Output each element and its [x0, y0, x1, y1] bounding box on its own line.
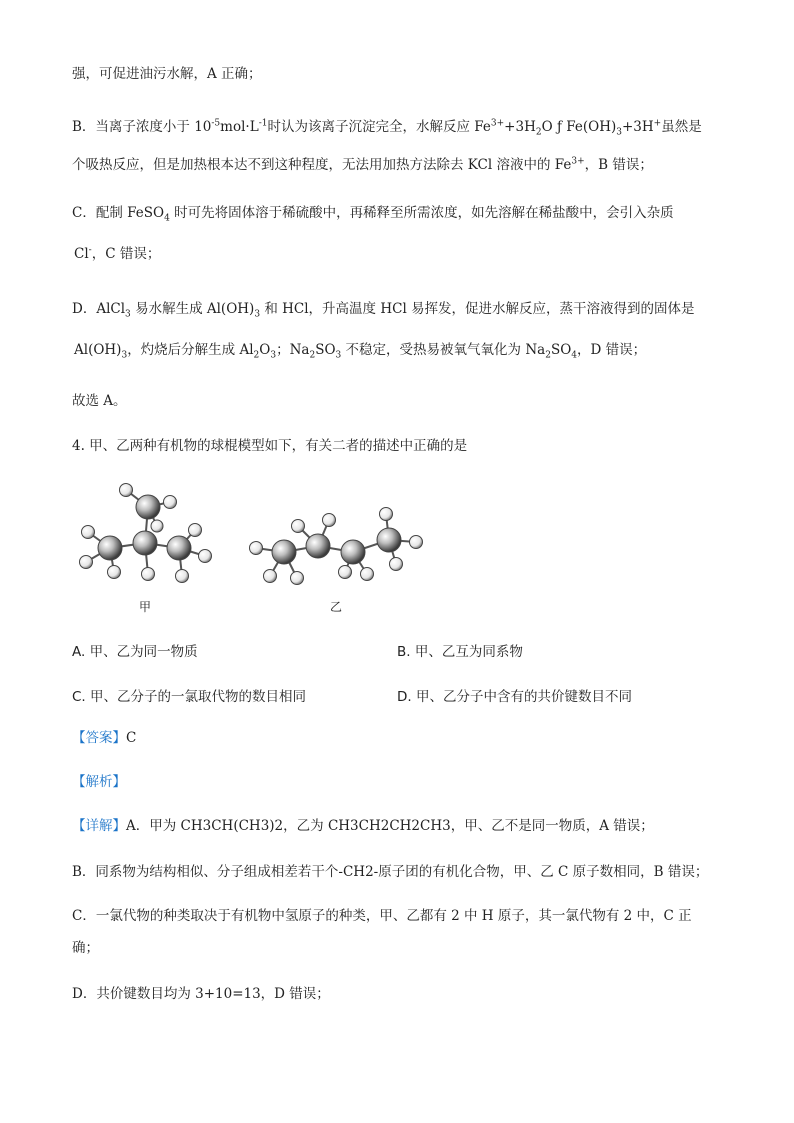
text-line-2: B．当离子浓度小于 $10^{-5}mol\cdot L^{-1}$时认为该离子沉淀完全，水解反应 $Fe^{3+}+3H_2O$ ƒ $Fe(OH)_3+3H^+$虽然是	[72, 118, 702, 138]
detail-line-4: 确；	[72, 940, 99, 956]
option-d: D. 甲、乙分子中含有的共价键数目不同	[397, 689, 632, 705]
text-line-1: 强，可促进油污水解，A 正确；	[72, 66, 262, 82]
text-line-5: Cl-，C 错误；	[74, 245, 161, 262]
option-c: C. 甲、乙分子的一氯取代物的数目相同	[72, 689, 307, 705]
answer-line	[72, 728, 136, 748]
detail-line-1: 【详解】A．甲为 CH3CH(CH3)2，乙为 CH3CH2CH2CH3，甲、乙不是同一物质，A 错误；	[72, 818, 654, 834]
option-b: B. 甲、乙互为同系物	[397, 644, 523, 660]
detail-line-5: D．共价键数目均为 3+10=13，D 错误；	[72, 986, 330, 1002]
molecule-yi-label: 乙	[330, 600, 343, 614]
text-line-3: 个吸热反应，但是加热根本达不到这种程度，无法用加热方法除去 KCl 溶液中的 $Fe^{3+}$，B 错误；	[72, 156, 653, 173]
text-line-8: 故选 A。	[72, 393, 127, 409]
molecule-jia-figure	[68, 474, 228, 594]
text-line-6: D．AlCl$_3$ 易水解生成 $Al(OH)_3$ 和 HCl，升高温度 HCl 易挥发，促进水解反应，蒸干溶液得到的固体是	[72, 301, 695, 320]
question-4-stem: 4. 甲、乙两种有机物的球棍模型如下，有关二者的描述中正确的是	[72, 438, 468, 454]
text-line-4: C．配制 FeSO$_4$ 时可先将固体溶于稀硫酸中，再稀释至所需浓度，如先溶解在稀盐酸中，会引入杂质	[72, 205, 674, 224]
analysis-heading: 【解析】	[72, 774, 126, 790]
answer-value: C	[126, 730, 137, 746]
detail-line-3: C．一氯代物的种类取决于有机物中氢原子的种类，甲、乙都有 2 中 H 原子，其一氯代物有 2 中，C 正	[72, 908, 692, 924]
detail-line-2: B．同系物为结构相似、分子组成相差若干个-CH2-原子团的有机化合物，甲、乙 C 原子数相同，B 错误；	[72, 864, 709, 880]
detail-tag: 【详解】	[72, 818, 126, 834]
text-line-7: $Al(OH)_3$，灼烧后分解生成 $Al_2O_3$；$Na_2SO_3$ 不稳定，受热易被氧气氧化为 $Na_2SO_4$，D 错误；	[74, 342, 647, 361]
molecule-yi-figure	[240, 506, 435, 596]
answer-tag: 【答案】	[72, 730, 126, 746]
option-a: A. 甲、乙为同一物质	[72, 644, 198, 660]
molecule-jia-label: 甲	[139, 600, 152, 614]
